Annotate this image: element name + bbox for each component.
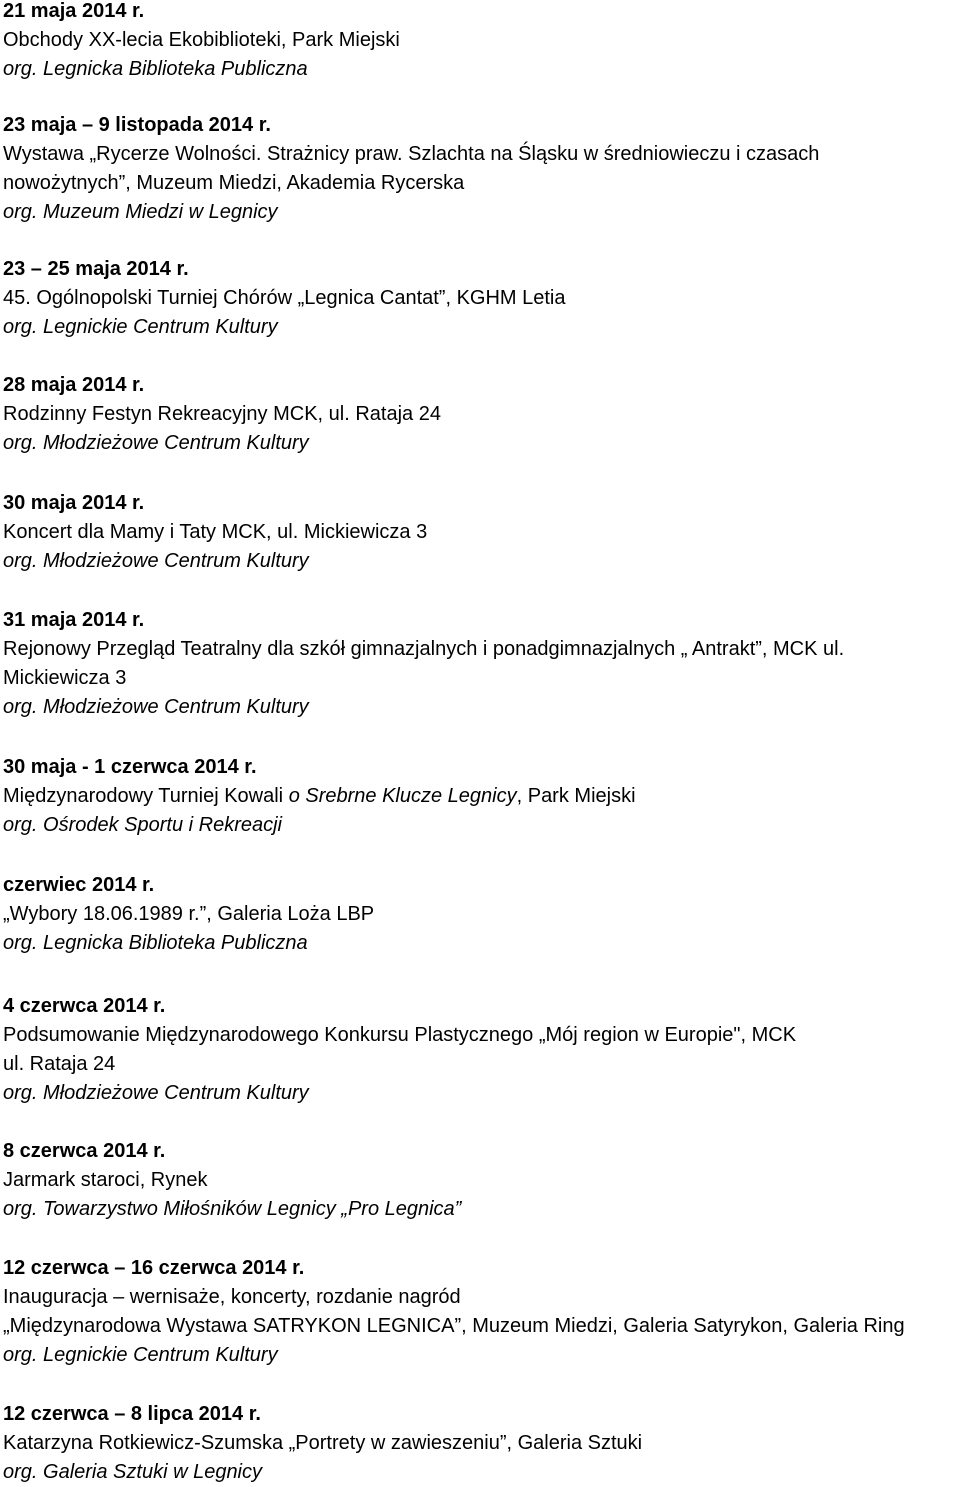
event-title-continuation: „Międzynarodowa Wystawa SATRYKON LEGNICA”, Muzeum Miedzi, Galeria Satyrykon, Galeria Ring [3, 1315, 905, 1338]
event-organizer: org. Młodzieżowe Centrum Kultury [3, 432, 309, 455]
event-entry [3, 111, 960, 227]
event-date: 12 czerwca – 16 czerwca 2014 r. [3, 1257, 305, 1279]
event-title-prefix: Międzynarodowy Turniej Kowali [3, 785, 289, 808]
event-date: 8 czerwca 2014 r. [3, 1140, 166, 1162]
event-entry [3, 992, 960, 1108]
event-organizer: org. Młodzieżowe Centrum Kultury [3, 1082, 309, 1105]
event-entry [3, 255, 960, 342]
event-title: Inauguracja – wernisaże, koncerty, rozdanie nagród [3, 1286, 461, 1309]
event-entry [3, 871, 960, 958]
event-title: Koncert dla Mamy i Taty MCK, ul. Mickiewicza 3 [3, 521, 428, 544]
event-entry [3, 753, 960, 840]
event-title: Rodzinny Festyn Rekreacyjny MCK, ul. Rataja 24 [3, 403, 441, 426]
event-title: Podsumowanie Międzynarodowego Konkursu Plastycznego „Mój region w Europie", MCK [3, 1024, 797, 1047]
event-title: Jarmark staroci, Rynek [3, 1169, 208, 1192]
event-entry [3, 489, 960, 576]
event-date: 30 maja 2014 r. [3, 492, 145, 514]
event-date: czerwiec 2014 r. [3, 874, 155, 896]
event-date: 31 maja 2014 r. [3, 609, 145, 631]
event-entry [3, 1254, 960, 1370]
event-date: 12 czerwca – 8 lipca 2014 r. [3, 1403, 261, 1425]
event-organizer: org. Legnicka Biblioteka Publiczna [3, 58, 308, 81]
event-organizer: org. Młodzieżowe Centrum Kultury [3, 550, 309, 573]
event-date: 4 czerwca 2014 r. [3, 995, 166, 1017]
event-organizer: org. Legnickie Centrum Kultury [3, 316, 278, 339]
event-date: 21 maja 2014 r. [3, 0, 145, 22]
event-title: Rejonowy Przegląd Teatralny dla szkół gimnazjalnych i ponadgimnazjalnych „ Antrakt”, MCK ul. [3, 638, 845, 661]
event-title-continuation: nowożytnych”, Muzeum Miedzi, Akademia Rycerska [3, 172, 465, 195]
event-organizer: org. Galeria Sztuki w Legnicy [3, 1461, 263, 1484]
event-title [3, 782, 960, 811]
event-title: Wystawa „Rycerze Wolności. Strażnicy praw. Szlachta na Śląsku w średniowieczu i czasach [3, 143, 820, 166]
event-date: 23 – 25 maja 2014 r. [3, 258, 189, 280]
event-title: 45. Ogólnopolski Turniej Chórów „Legnica Cantat”, KGHM Letia [3, 287, 566, 310]
event-organizer: org. Młodzieżowe Centrum Kultury [3, 696, 309, 719]
event-organizer: org. Muzeum Miedzi w Legnicy [3, 201, 278, 224]
event-organizer: org. Legnicka Biblioteka Publiczna [3, 932, 308, 955]
event-entry [3, 0, 960, 84]
event-title: Katarzyna Rotkiewicz-Szumska „Portrety w zawieszeniu”, Galeria Sztuki [3, 1432, 643, 1455]
event-title-suffix: , Park Miejski [516, 785, 636, 808]
event-organizer: org. Legnickie Centrum Kultury [3, 1344, 278, 1367]
event-date: 23 maja – 9 listopada 2014 r. [3, 114, 271, 136]
event-entry [3, 606, 960, 722]
event-title: „Wybory 18.06.1989 r.”, Galeria Loża LBP [3, 903, 375, 926]
event-date: 28 maja 2014 r. [3, 374, 145, 396]
event-organizer: org. Ośrodek Sportu i Rekreacji [3, 814, 283, 837]
event-title-continuation: ul. Rataja 24 [3, 1053, 116, 1076]
event-title-italic: o Srebrne Klucze Legnicy [288, 785, 517, 808]
event-entry [3, 1137, 960, 1224]
event-entry [3, 371, 960, 458]
event-organizer: org. Towarzystwo Miłośników Legnicy „Pro Legnica” [3, 1198, 462, 1221]
event-date: 30 maja - 1 czerwca 2014 r. [3, 756, 257, 778]
event-entry [3, 1400, 960, 1487]
event-title-continuation: Mickiewicza 3 [3, 667, 127, 690]
event-title: Obchody XX-lecia Ekobiblioteki, Park Miejski [3, 29, 400, 52]
